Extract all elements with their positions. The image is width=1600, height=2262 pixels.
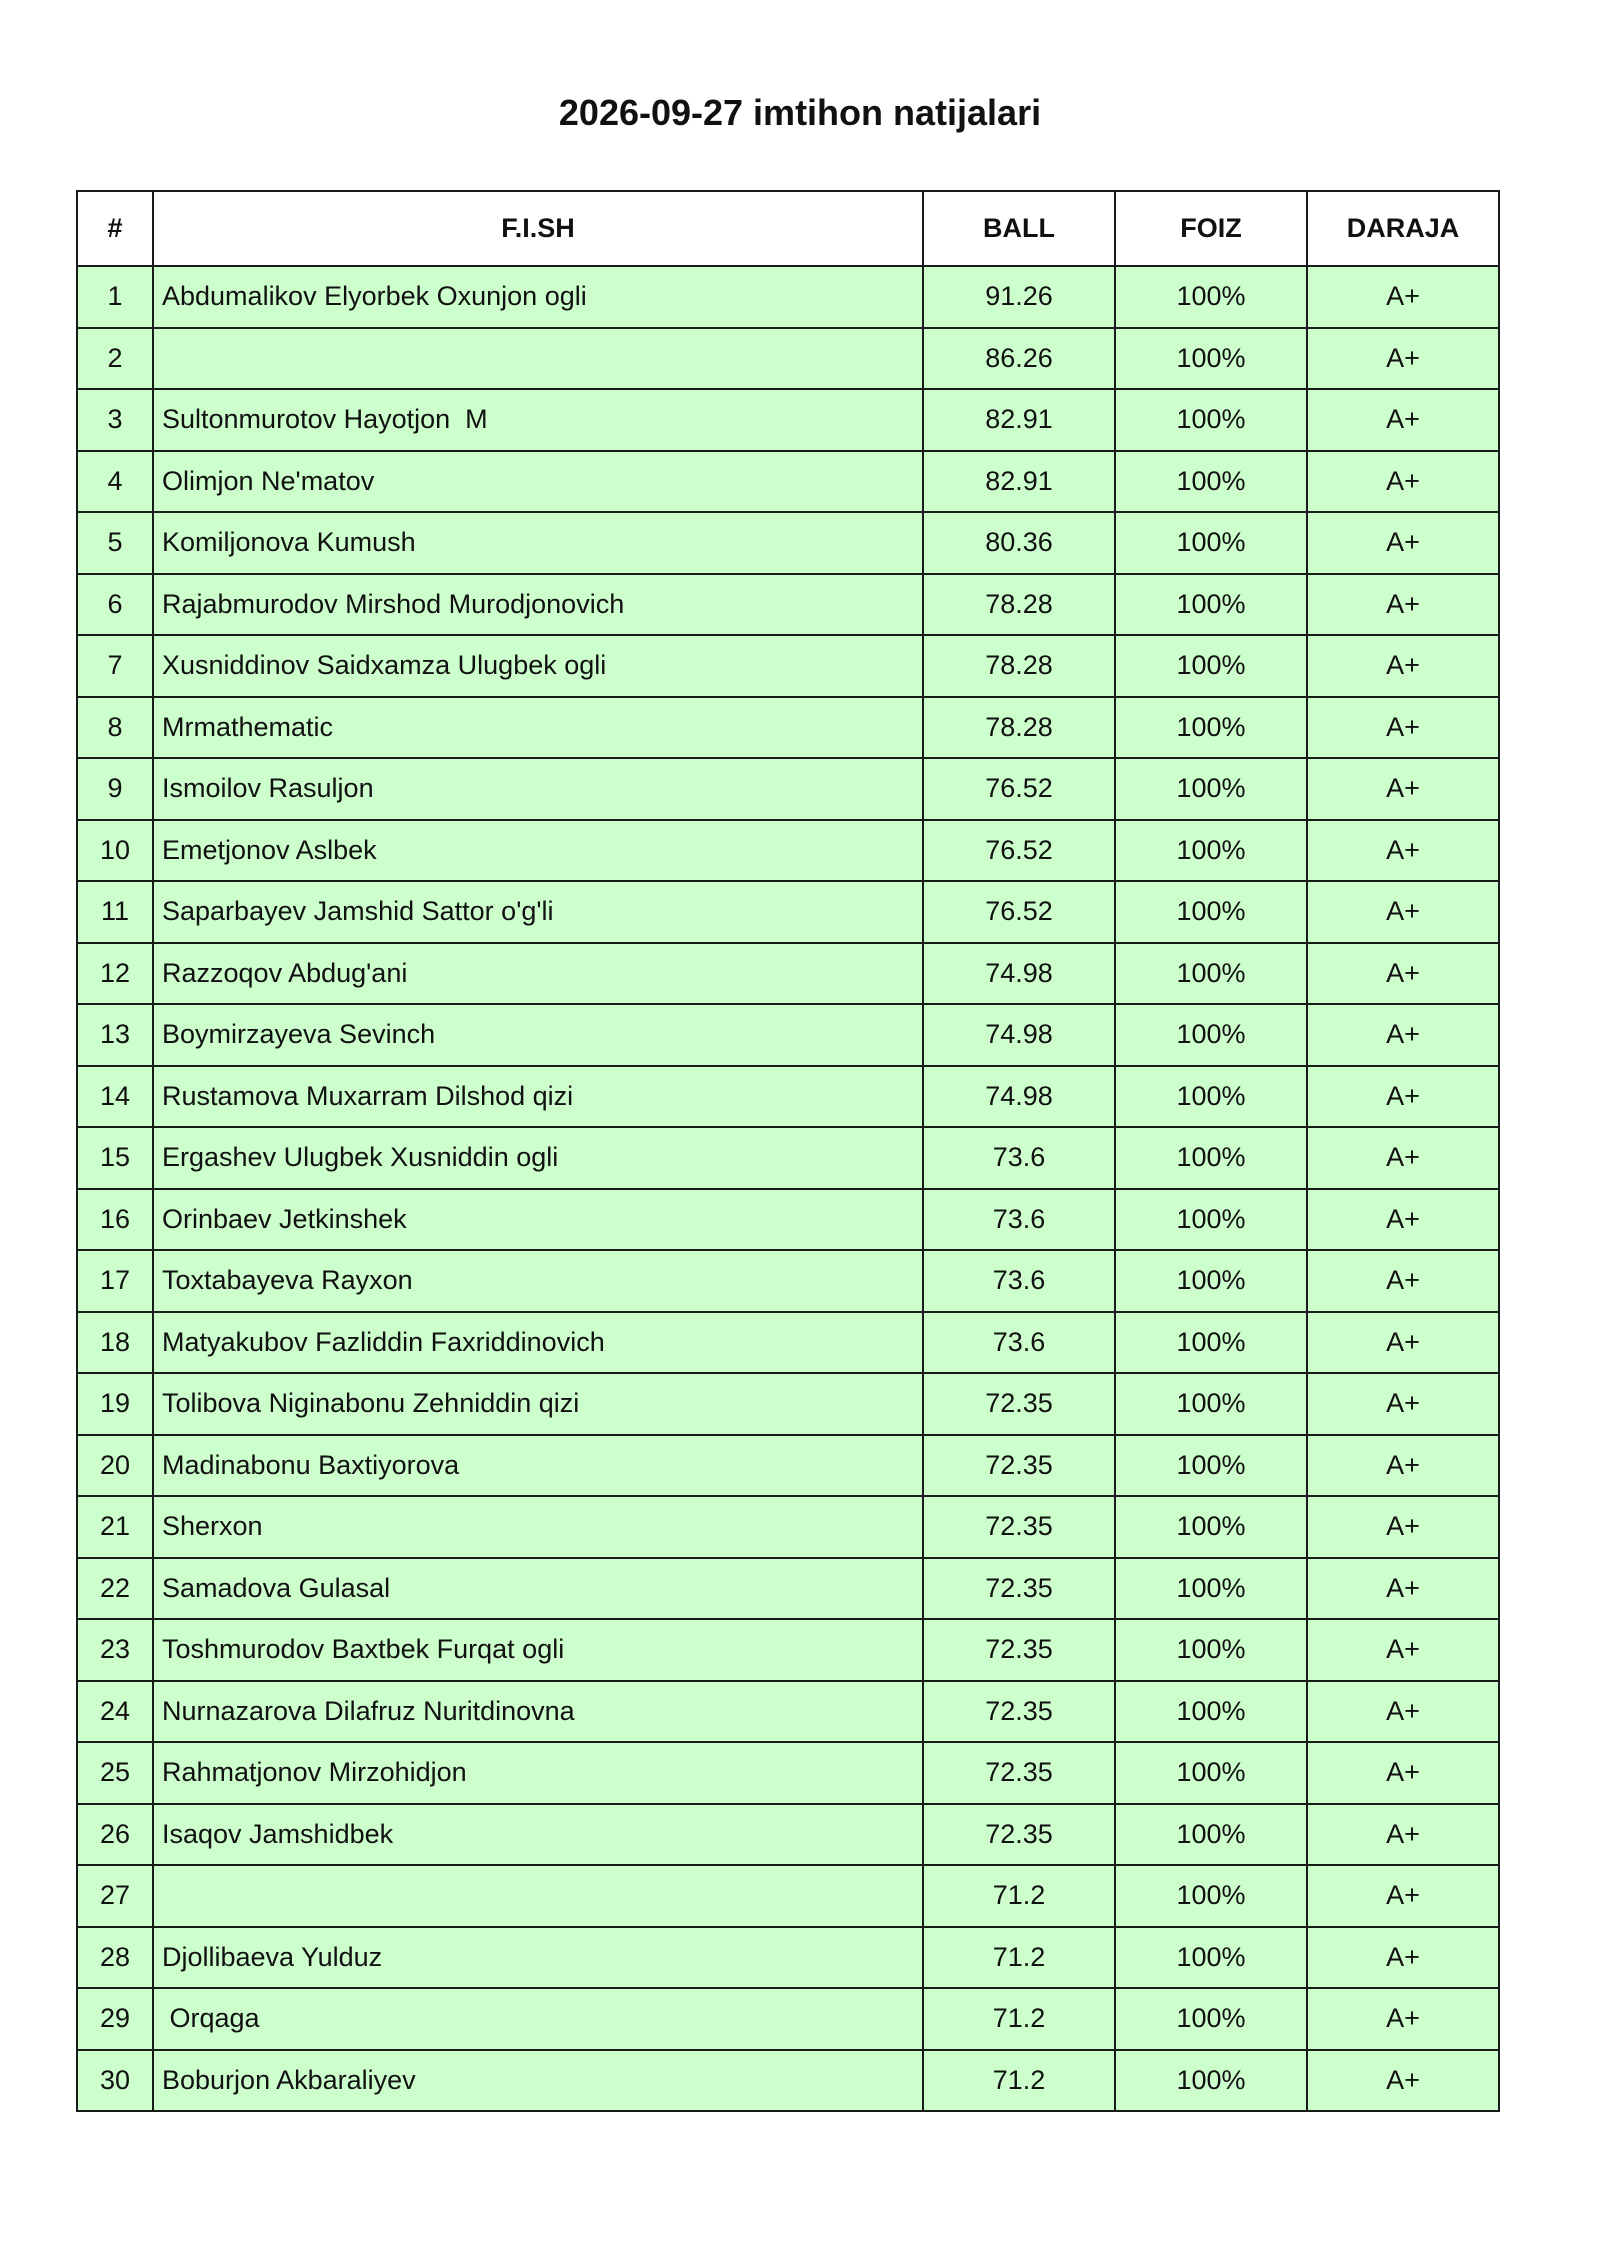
- cell-foiz: 100%: [1115, 697, 1307, 759]
- cell-daraja: A+: [1307, 1189, 1499, 1251]
- table-row: [77, 1619, 1499, 1681]
- cell-ball: 76.52: [923, 820, 1115, 882]
- cell-name: [153, 328, 923, 390]
- cell-daraja: A+: [1307, 328, 1499, 390]
- cell-number: 24: [77, 1681, 153, 1743]
- cell-ball: 72.35: [923, 1681, 1115, 1743]
- cell-name: Boburjon Akbaraliyev: [153, 2050, 923, 2112]
- cell-number: 13: [77, 1004, 153, 1066]
- table-row: [77, 1312, 1499, 1374]
- cell-name: Boymirzayeva Sevinch: [153, 1004, 923, 1066]
- cell-name: Ergashev Ulugbek Xusniddin ogli: [153, 1127, 923, 1189]
- cell-daraja: A+: [1307, 1250, 1499, 1312]
- cell-daraja: A+: [1307, 697, 1499, 759]
- cell-number: 18: [77, 1312, 153, 1374]
- table-row: [77, 1681, 1499, 1743]
- cell-daraja: A+: [1307, 1804, 1499, 1866]
- cell-daraja: A+: [1307, 1865, 1499, 1927]
- cell-daraja: A+: [1307, 1496, 1499, 1558]
- cell-foiz: 100%: [1115, 1988, 1307, 2050]
- cell-number: 30: [77, 2050, 153, 2112]
- cell-number: 27: [77, 1865, 153, 1927]
- cell-daraja: A+: [1307, 635, 1499, 697]
- cell-name: Isaqov Jamshidbek: [153, 1804, 923, 1866]
- header-fish: F.I.SH: [153, 191, 923, 266]
- cell-name: Djollibaeva Yulduz: [153, 1927, 923, 1989]
- cell-daraja: A+: [1307, 266, 1499, 328]
- cell-number: 3: [77, 389, 153, 451]
- cell-foiz: 100%: [1115, 820, 1307, 882]
- table-body: [77, 266, 1499, 2111]
- cell-number: 12: [77, 943, 153, 1005]
- cell-number: 17: [77, 1250, 153, 1312]
- table-row: [77, 881, 1499, 943]
- cell-foiz: 100%: [1115, 1681, 1307, 1743]
- header-foiz: FOIZ: [1115, 191, 1307, 266]
- cell-foiz: 100%: [1115, 451, 1307, 513]
- cell-foiz: 100%: [1115, 1558, 1307, 1620]
- cell-ball: 71.2: [923, 2050, 1115, 2112]
- table-row: [77, 943, 1499, 1005]
- cell-name: Abdumalikov Elyorbek Oxunjon ogli: [153, 266, 923, 328]
- cell-daraja: A+: [1307, 2050, 1499, 2112]
- cell-daraja: A+: [1307, 881, 1499, 943]
- cell-ball: 80.36: [923, 512, 1115, 574]
- cell-name: Orinbaev Jetkinshek: [153, 1189, 923, 1251]
- cell-foiz: 100%: [1115, 1373, 1307, 1435]
- table-row: [77, 1927, 1499, 1989]
- table-row: [77, 1250, 1499, 1312]
- cell-name: Toxtabayeva Rayxon: [153, 1250, 923, 1312]
- cell-name: Nurnazarova Dilafruz Nuritdinovna: [153, 1681, 923, 1743]
- cell-name: Rajabmurodov Mirshod Murodjonovich: [153, 574, 923, 636]
- table-row: [77, 758, 1499, 820]
- cell-number: 19: [77, 1373, 153, 1435]
- cell-number: 1: [77, 266, 153, 328]
- table-header: [77, 191, 1499, 266]
- cell-ball: 72.35: [923, 1496, 1115, 1558]
- cell-ball: 73.6: [923, 1250, 1115, 1312]
- cell-foiz: 100%: [1115, 1250, 1307, 1312]
- cell-foiz: 100%: [1115, 2050, 1307, 2112]
- cell-name: Razzoqov Abdug'ani: [153, 943, 923, 1005]
- cell-ball: 71.2: [923, 1865, 1115, 1927]
- cell-number: 29: [77, 1988, 153, 2050]
- cell-number: 25: [77, 1742, 153, 1804]
- cell-ball: 71.2: [923, 1988, 1115, 2050]
- cell-ball: 82.91: [923, 389, 1115, 451]
- cell-number: 10: [77, 820, 153, 882]
- cell-name: Sherxon: [153, 1496, 923, 1558]
- cell-name: Rustamova Muxarram Dilshod qizi: [153, 1066, 923, 1128]
- cell-ball: 78.28: [923, 697, 1115, 759]
- cell-daraja: A+: [1307, 1558, 1499, 1620]
- cell-name: Matyakubov Fazliddin Faxriddinovich: [153, 1312, 923, 1374]
- table-row: [77, 1988, 1499, 2050]
- table-row: [77, 512, 1499, 574]
- cell-daraja: A+: [1307, 758, 1499, 820]
- cell-foiz: 100%: [1115, 758, 1307, 820]
- cell-ball: 74.98: [923, 943, 1115, 1005]
- cell-number: 26: [77, 1804, 153, 1866]
- cell-ball: 78.28: [923, 635, 1115, 697]
- cell-ball: 72.35: [923, 1558, 1115, 1620]
- cell-name: Orqaga: [153, 1988, 923, 2050]
- table-row: [77, 1189, 1499, 1251]
- cell-foiz: 100%: [1115, 1189, 1307, 1251]
- cell-daraja: A+: [1307, 451, 1499, 513]
- cell-number: 4: [77, 451, 153, 513]
- cell-daraja: A+: [1307, 943, 1499, 1005]
- cell-number: 21: [77, 1496, 153, 1558]
- cell-daraja: A+: [1307, 1988, 1499, 2050]
- table-row: [77, 1865, 1499, 1927]
- cell-name: Saparbayev Jamshid Sattor o'g'li: [153, 881, 923, 943]
- cell-daraja: A+: [1307, 1619, 1499, 1681]
- table-row: [77, 2050, 1499, 2112]
- cell-foiz: 100%: [1115, 1066, 1307, 1128]
- table-row: [77, 574, 1499, 636]
- table-row: [77, 697, 1499, 759]
- cell-ball: 73.6: [923, 1127, 1115, 1189]
- cell-ball: 74.98: [923, 1066, 1115, 1128]
- cell-daraja: A+: [1307, 1066, 1499, 1128]
- table-row: [77, 389, 1499, 451]
- cell-number: 16: [77, 1189, 153, 1251]
- table-row: [77, 266, 1499, 328]
- cell-name: Mrmathematic: [153, 697, 923, 759]
- cell-daraja: A+: [1307, 389, 1499, 451]
- cell-foiz: 100%: [1115, 1619, 1307, 1681]
- cell-ball: 76.52: [923, 881, 1115, 943]
- cell-daraja: A+: [1307, 1435, 1499, 1497]
- cell-foiz: 100%: [1115, 512, 1307, 574]
- cell-foiz: 100%: [1115, 266, 1307, 328]
- cell-foiz: 100%: [1115, 574, 1307, 636]
- table-row: [77, 820, 1499, 882]
- cell-ball: 86.26: [923, 328, 1115, 390]
- header-row: [77, 191, 1499, 266]
- cell-number: 8: [77, 697, 153, 759]
- cell-name: Sultonmurotov Hayotjon M: [153, 389, 923, 451]
- cell-daraja: A+: [1307, 1927, 1499, 1989]
- header-number: #: [77, 191, 153, 266]
- cell-foiz: 100%: [1115, 1865, 1307, 1927]
- cell-name: Madinabonu Baxtiyorova: [153, 1435, 923, 1497]
- cell-name: Samadova Gulasal: [153, 1558, 923, 1620]
- table-row: [77, 1435, 1499, 1497]
- cell-foiz: 100%: [1115, 1312, 1307, 1374]
- table-row: [77, 328, 1499, 390]
- cell-daraja: A+: [1307, 1127, 1499, 1189]
- table-row: [77, 1804, 1499, 1866]
- cell-foiz: 100%: [1115, 1127, 1307, 1189]
- cell-ball: 78.28: [923, 574, 1115, 636]
- cell-number: 7: [77, 635, 153, 697]
- table-row: [77, 1742, 1499, 1804]
- cell-foiz: 100%: [1115, 1804, 1307, 1866]
- cell-name: Emetjonov Aslbek: [153, 820, 923, 882]
- cell-name: Ismoilov Rasuljon: [153, 758, 923, 820]
- cell-daraja: A+: [1307, 1004, 1499, 1066]
- cell-foiz: 100%: [1115, 635, 1307, 697]
- cell-ball: 74.98: [923, 1004, 1115, 1066]
- cell-foiz: 100%: [1115, 1496, 1307, 1558]
- table-row: [77, 1496, 1499, 1558]
- cell-number: 14: [77, 1066, 153, 1128]
- cell-number: 20: [77, 1435, 153, 1497]
- cell-daraja: A+: [1307, 1312, 1499, 1374]
- cell-daraja: A+: [1307, 1373, 1499, 1435]
- cell-number: 15: [77, 1127, 153, 1189]
- cell-name: Xusniddinov Saidxamza Ulugbek ogli: [153, 635, 923, 697]
- cell-number: 5: [77, 512, 153, 574]
- cell-ball: 72.35: [923, 1742, 1115, 1804]
- cell-number: 9: [77, 758, 153, 820]
- cell-daraja: A+: [1307, 1681, 1499, 1743]
- cell-daraja: A+: [1307, 1742, 1499, 1804]
- header-ball: BALL: [923, 191, 1115, 266]
- cell-ball: 73.6: [923, 1189, 1115, 1251]
- cell-number: 11: [77, 881, 153, 943]
- cell-foiz: 100%: [1115, 1004, 1307, 1066]
- table-row: [77, 1558, 1499, 1620]
- cell-foiz: 100%: [1115, 1927, 1307, 1989]
- header-daraja: DARAJA: [1307, 191, 1499, 266]
- cell-number: 28: [77, 1927, 153, 1989]
- cell-foiz: 100%: [1115, 1435, 1307, 1497]
- cell-daraja: A+: [1307, 574, 1499, 636]
- cell-ball: 72.35: [923, 1373, 1115, 1435]
- table-row: [77, 1004, 1499, 1066]
- cell-name: Komiljonova Kumush: [153, 512, 923, 574]
- cell-number: 22: [77, 1558, 153, 1620]
- cell-foiz: 100%: [1115, 328, 1307, 390]
- table-row: [77, 635, 1499, 697]
- cell-name: Tolibova Niginabonu Zehniddin qizi: [153, 1373, 923, 1435]
- table-row: [77, 1373, 1499, 1435]
- cell-foiz: 100%: [1115, 389, 1307, 451]
- cell-number: 2: [77, 328, 153, 390]
- cell-ball: 82.91: [923, 451, 1115, 513]
- cell-ball: 73.6: [923, 1312, 1115, 1374]
- cell-foiz: 100%: [1115, 943, 1307, 1005]
- table-row: [77, 1127, 1499, 1189]
- cell-name: [153, 1865, 923, 1927]
- cell-name: Toshmurodov Baxtbek Furqat ogli: [153, 1619, 923, 1681]
- results-table: [76, 190, 1500, 2112]
- table-row: [77, 451, 1499, 513]
- cell-foiz: 100%: [1115, 1742, 1307, 1804]
- cell-ball: 91.26: [923, 266, 1115, 328]
- cell-ball: 72.35: [923, 1435, 1115, 1497]
- cell-ball: 72.35: [923, 1804, 1115, 1866]
- cell-daraja: A+: [1307, 512, 1499, 574]
- cell-ball: 72.35: [923, 1619, 1115, 1681]
- cell-number: 6: [77, 574, 153, 636]
- cell-name: Olimjon Ne'matov: [153, 451, 923, 513]
- cell-name: Rahmatjonov Mirzohidjon: [153, 1742, 923, 1804]
- cell-ball: 71.2: [923, 1927, 1115, 1989]
- cell-daraja: A+: [1307, 820, 1499, 882]
- page-title: 2026-09-27 imtihon natijalari: [558, 92, 1042, 133]
- cell-number: 23: [77, 1619, 153, 1681]
- table-row: [77, 1066, 1499, 1128]
- cell-ball: 76.52: [923, 758, 1115, 820]
- cell-foiz: 100%: [1115, 881, 1307, 943]
